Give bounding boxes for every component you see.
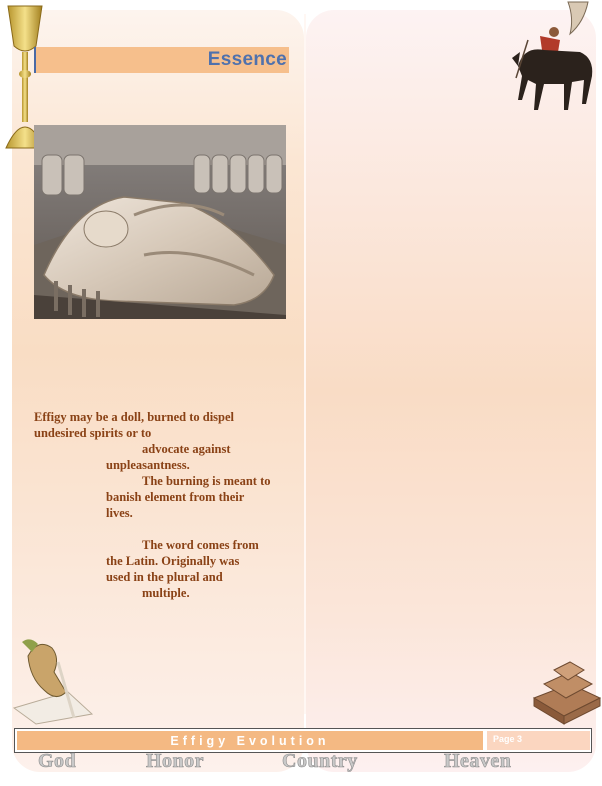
section-title-bar: [34, 47, 289, 73]
footer-page-box: [487, 731, 590, 750]
hand-quill-icon: [8, 632, 96, 726]
footer-title-bar: [17, 731, 483, 750]
body-line: The burning is meant to: [142, 474, 271, 488]
body-line: lives.: [106, 506, 133, 520]
body-line: unpleasantness.: [106, 458, 190, 472]
pyramid-stack-icon: [530, 654, 602, 726]
body-spacer: [34, 521, 296, 537]
body-text-block: [34, 409, 296, 601]
body-line: Effigy may be a doll, burned to dispel: [34, 410, 235, 424]
motto-word-country: Country: [282, 750, 358, 772]
effigy-photo: [34, 125, 286, 319]
body-line: multiple.: [142, 586, 190, 600]
footer-title: Effigy Evolution: [170, 733, 330, 748]
body-line: advocate against: [142, 442, 231, 456]
page-divider: [304, 14, 306, 714]
page-number: Page 3: [493, 734, 523, 744]
body-line: banish element from their: [106, 490, 245, 504]
horseman-icon: [510, 0, 602, 134]
motto-word-god: God: [38, 750, 77, 772]
motto-word-honor: Honor: [146, 750, 205, 772]
body-line: undesired spirits or to: [34, 426, 152, 440]
body-line: The word comes from: [142, 538, 259, 552]
body-line: the Latin. Originally was: [106, 554, 240, 568]
body-line: used in the plural and: [106, 570, 223, 584]
motto-strip: [0, 750, 602, 776]
section-title: Essence: [207, 49, 287, 70]
motto-word-heaven: Heaven: [444, 750, 512, 772]
